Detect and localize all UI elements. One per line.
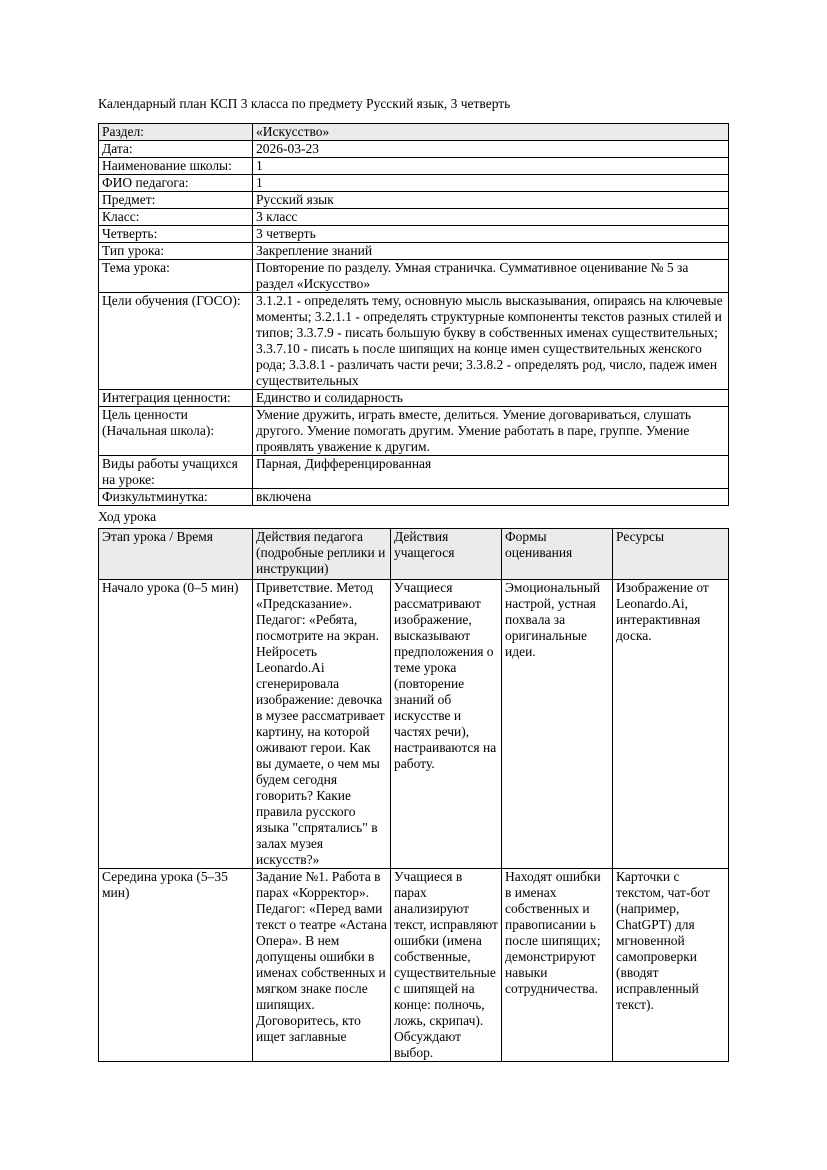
header-stage: Этап урока / Время (99, 529, 253, 580)
assessment-cell: Эмоциональный настрой, устная похвала за оригинальные идеи. (502, 580, 613, 869)
lesson-flow-label: Ход урока (98, 509, 157, 524)
info-row-data (99, 141, 729, 158)
info-row-values-integration (99, 390, 729, 407)
info-row-subject (99, 192, 729, 209)
lesson-row-middle (99, 869, 729, 1062)
info-value: Парная, Дифференцированная (253, 456, 729, 489)
info-value: Единство и солидарность (253, 390, 729, 407)
info-value: 1 (253, 175, 729, 192)
info-value: 2026-03-23 (253, 141, 729, 158)
assessment-cell: Находят ошибки в именах собственных и правописании ь после шипящих; демонстрируют навыки сотрудничества. (502, 869, 613, 1062)
info-label: Класс: (99, 209, 253, 226)
info-value: Повторение по разделу. Умная страничка. Суммативное оценивание № 5 за раздел «Искусство» (253, 260, 729, 293)
info-value: 3 класс (253, 209, 729, 226)
info-value: Закрепление знаний (253, 243, 729, 260)
info-label: Тип урока: (99, 243, 253, 260)
info-label: Тема урока: (99, 260, 253, 293)
resources-cell: Изображение от Leonardo.Ai, интерактивная доска. (613, 580, 729, 869)
info-label: Наименование школы: (99, 158, 253, 175)
info-row-goals (99, 293, 729, 390)
info-label: Предмет: (99, 192, 253, 209)
resources-cell: Карточки с текстом, чат-бот (например, ChatGPT) для мгновенной самопроверки (вводят исправленный текст). (613, 869, 729, 1062)
info-value: 1 (253, 158, 729, 175)
lesson-table-header-row (99, 529, 729, 580)
info-label: Дата: (99, 141, 253, 158)
info-row-values-goal (99, 407, 729, 456)
info-value: Умение дружить, играть вместе, делиться. Умение договариваться, слушать другого. Умение помогать другим. Умение работать в паре, группе. Умение проявлять уважение к другим. (253, 407, 729, 456)
info-row-teacher-name (99, 175, 729, 192)
header-assessment: Формы оценивания (502, 529, 613, 580)
info-row-class (99, 209, 729, 226)
info-row-lesson-topic (99, 260, 729, 293)
info-value: «Искусство» (253, 124, 729, 141)
lesson-info-table (98, 123, 729, 506)
info-label: Цели обучения (ГОСО): (99, 293, 253, 390)
lesson-flow-table (98, 528, 729, 1062)
info-row-razdel (99, 124, 729, 141)
student-actions-cell: Учащиеся в парах анализируют текст, исправляют ошибки (имена собственные, существительные с шипящей на конце: полночь, ложь, скрипач). Обсуждают выбор. (391, 869, 502, 1062)
info-label: Физкультминутка: (99, 489, 253, 506)
info-label: ФИО педагога: (99, 175, 253, 192)
info-row-lesson-type (99, 243, 729, 260)
header-student-actions: Действия учащегося (391, 529, 502, 580)
stage-cell: Начало урока (0–5 мин) (99, 580, 253, 869)
teacher-actions-cell: Задание №1. Работа в парах «Корректор». Педагог: «Перед вами текст о театре «Астана Опера». В нем допущены ошибки в именах собственных и мягком знаке после шипящих. Договоритесь, кто ищет заглавные (253, 869, 391, 1062)
info-value: включена (253, 489, 729, 506)
info-value: 3 четверть (253, 226, 729, 243)
header-teacher-actions: Действия педагога (подробные реплики и инструкции) (253, 529, 391, 580)
info-row-quarter (99, 226, 729, 243)
document-content (98, 96, 728, 1062)
info-label: Цель ценности (Начальная школа): (99, 407, 253, 456)
info-label: Раздел: (99, 124, 253, 141)
info-row-work-types (99, 456, 729, 489)
header-resources: Ресурсы (613, 529, 729, 580)
info-row-school (99, 158, 729, 175)
info-row-phys-minute (99, 489, 729, 506)
lesson-row-start (99, 580, 729, 869)
teacher-actions-cell: Приветствие. Метод «Предсказание». Педагог: «Ребята, посмотрите на экран. Нейросеть Leonardo.Ai сгенерировала изображение: девочка в музее рассматривает картину, на которой оживают герои. Как вы думаете, о чем мы будем сегодня говорить? Какие правила русского языка "спрятались" в залах музея искусств?» (253, 580, 391, 869)
stage-cell: Середина урока (5–35 мин) (99, 869, 253, 1062)
student-actions-cell: Учащиеся рассматривают изображение, высказывают предположения о теме урока (повторение знаний об искусстве и частях речи), настраиваются на работу. (391, 580, 502, 869)
info-label: Интеграция ценности: (99, 390, 253, 407)
info-label: Четверть: (99, 226, 253, 243)
document-title: Календарный план КСП 3 класса по предмету Русский язык, 3 четверть (98, 96, 511, 111)
info-label: Виды работы учащихся на уроке: (99, 456, 253, 489)
info-value: 3.1.2.1 - определять тему, основную мысль высказывания, опираясь на ключевые моменты; 3.2.1.1 - определять структурные компоненты текстов разных стилей и типов; 3.3.7.9 - писать большую букву в собственных именах существительных; 3.3.7.10 - писать ь после шипящих на конце имен существительных женского рода; 3.3.8.1 - различать части речи; 3.3.8.2 - определять род, число, падеж имен существительных (253, 293, 729, 390)
info-value: Русский язык (253, 192, 729, 209)
